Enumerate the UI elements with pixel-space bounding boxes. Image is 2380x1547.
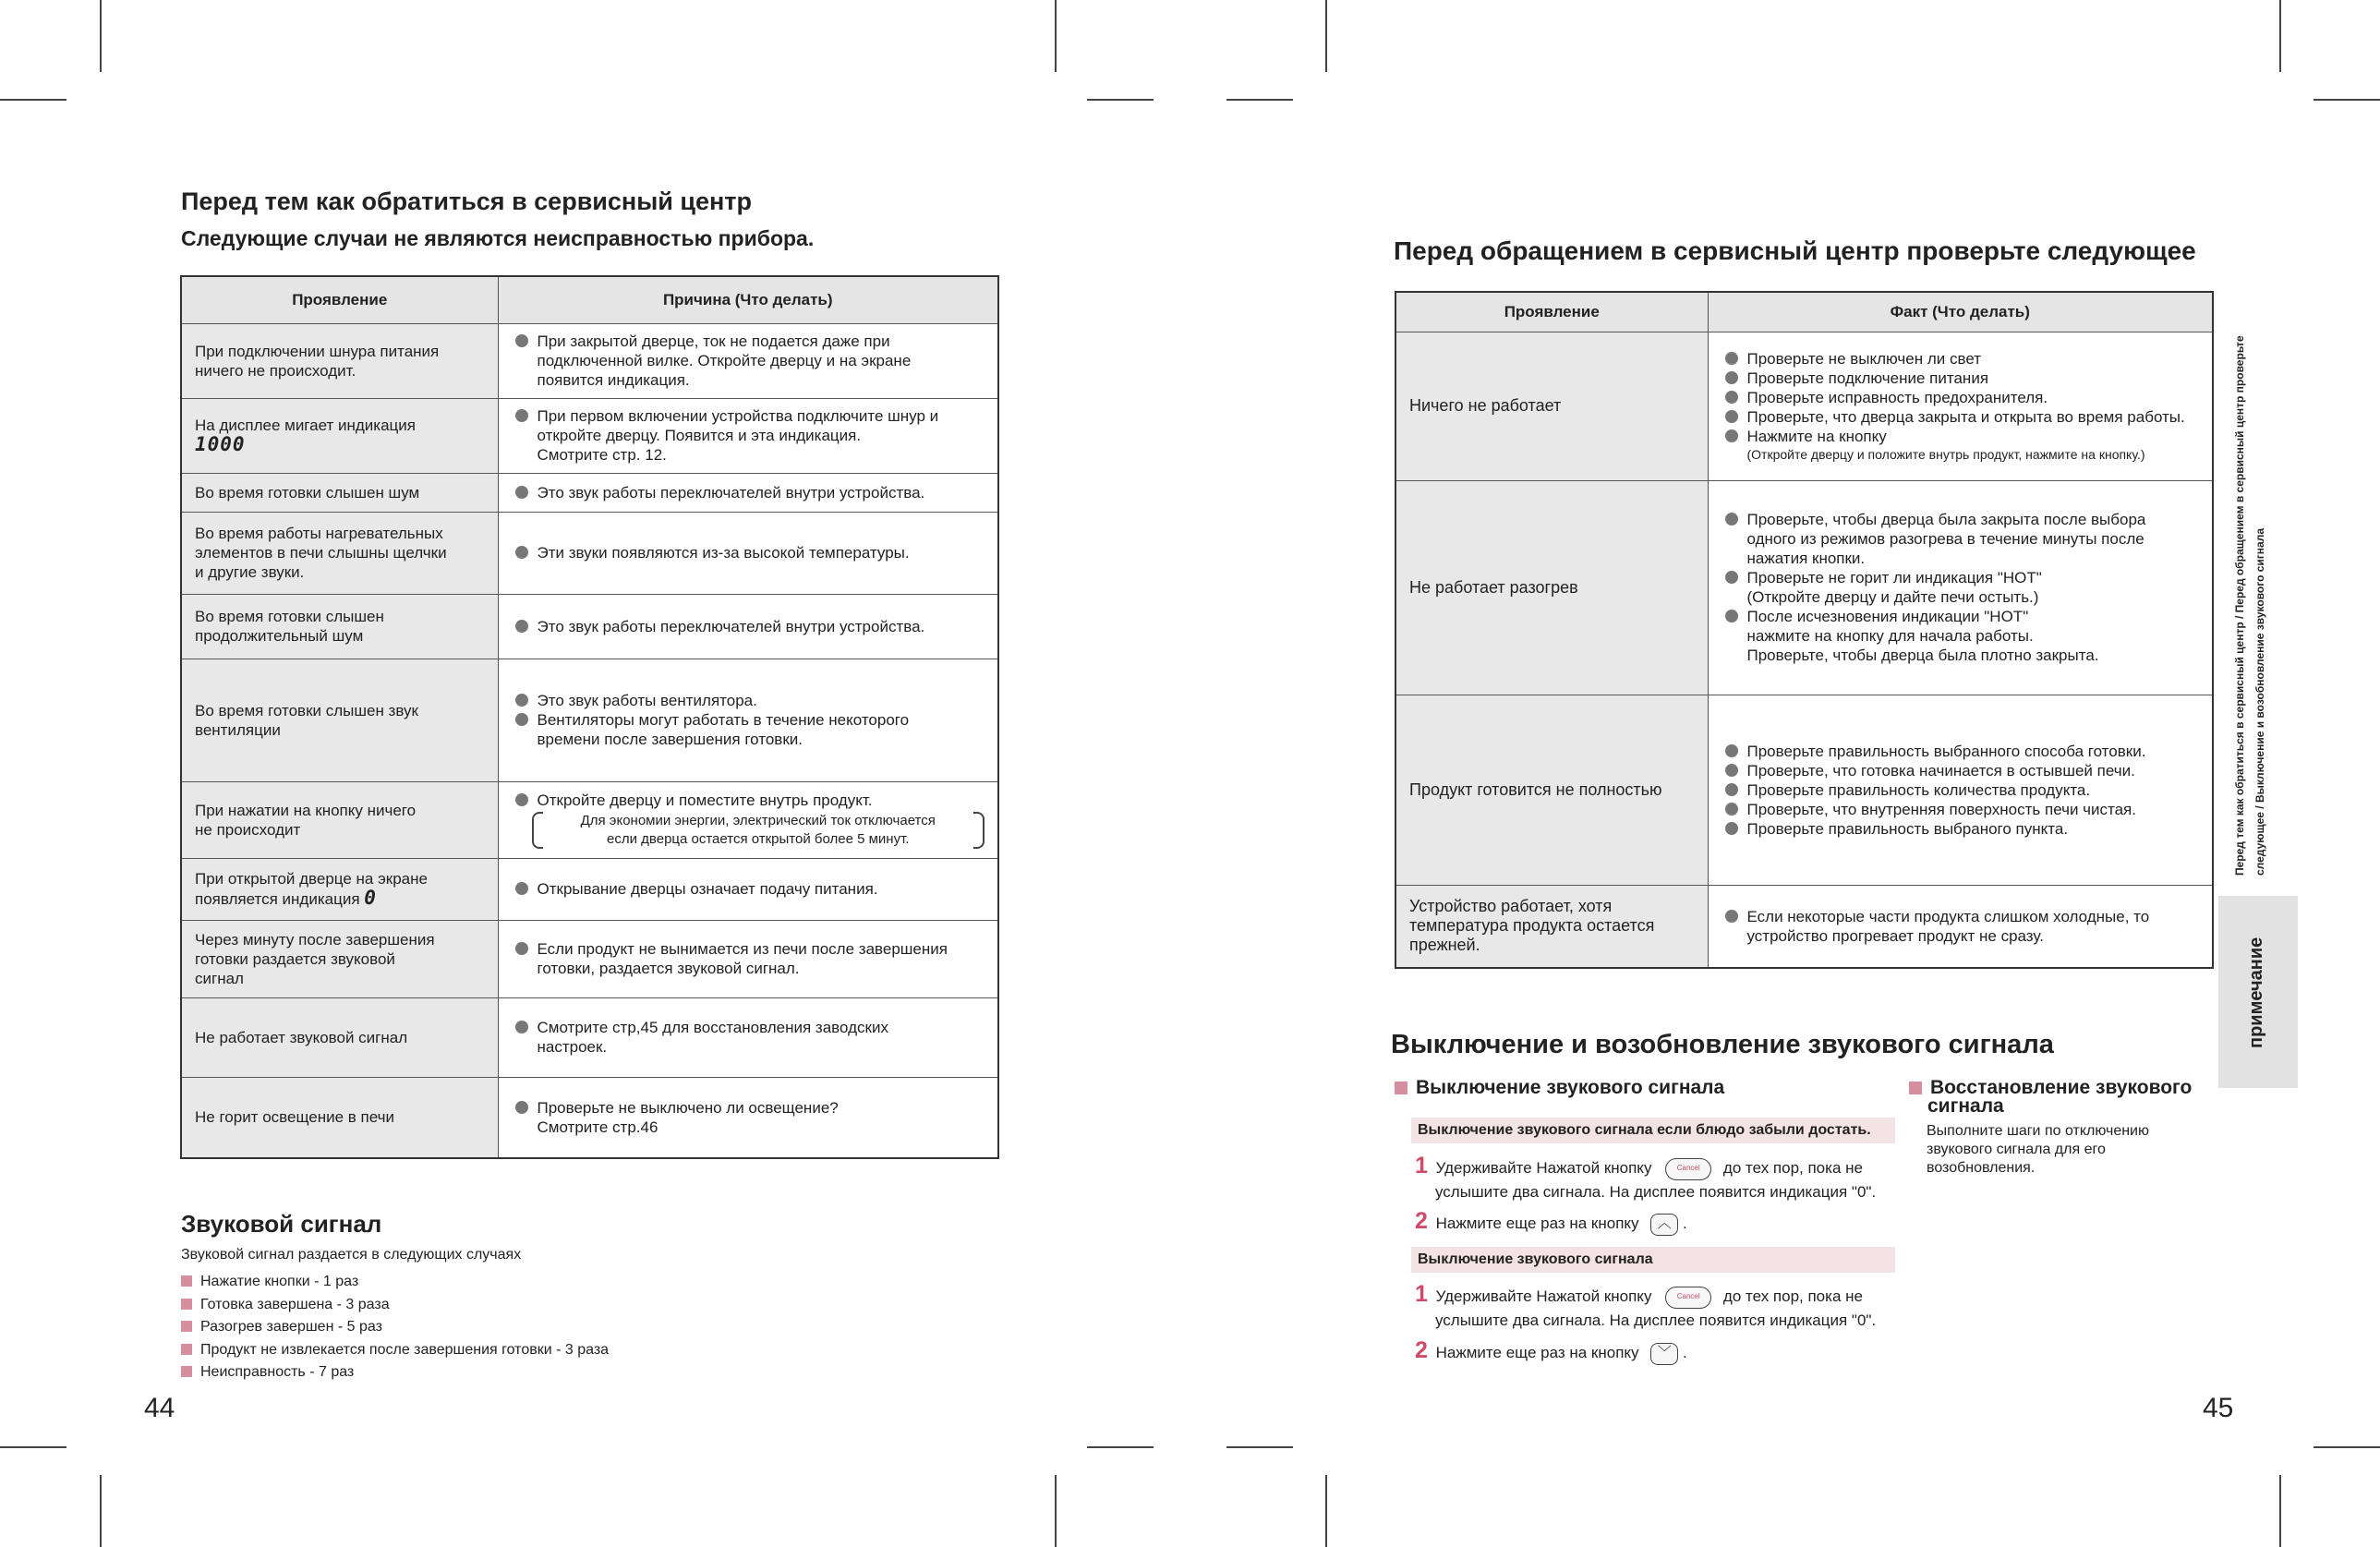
page-number: 45 [2203,1393,2234,1423]
bullet-item [1722,907,2200,946]
list-item [181,1361,609,1384]
step-number: 1 [1415,1281,1428,1307]
symptom-cell [181,594,498,659]
bullet-item [1722,349,2200,369]
page-number: 44 [144,1393,175,1423]
table-row [181,1077,998,1158]
bullet-item [1722,607,2200,665]
bullet-icon [1725,822,1738,835]
bullet-icon [515,620,528,633]
bullet-icon [1725,352,1738,365]
symptom-text: Не работает звуковой сигнал [195,1028,408,1046]
cause-cell [1708,885,2213,968]
display-indicator: 0 [364,887,377,909]
bullet-item [1722,388,2200,407]
bullet-item [1722,742,2200,761]
pink-square-icon [181,1366,192,1377]
step-1-cont: услышите два сигнала. На дисплее появится индикация "0". [1435,1183,1877,1201]
pink-square-icon [181,1344,192,1355]
column-header: Проявление [181,276,498,323]
bullet-item [512,1098,985,1137]
crop-mark [0,1446,66,1448]
symptom-text: При подключении шнура питания ничего не происходит. [195,342,440,380]
symptom-text: Во время готовки слышен звук вентиляции [195,701,418,739]
cause-cell [498,512,998,594]
beep-section-title: Выключение и возобновление звукового сигнала [1391,1030,2054,1059]
pink-square-icon [181,1275,192,1287]
column-header: Причина (Что делать) [498,276,998,323]
crop-mark [100,0,102,72]
bullet-icon [1725,410,1738,423]
bullet-text: Проверьте не выключен ли свет [1746,349,1981,368]
display-indicator: 1000 [195,433,246,455]
pink-square-icon [181,1299,192,1310]
sound-section-intro: Звуковой сигнал раздается в следующих случаях [181,1247,522,1263]
beep-off-heading: Выключение звукового сигнала [1395,1077,1724,1099]
symptom-cell [1395,332,1708,480]
bullet-text: Смотрите стр,45 для восстановления заводских настроек. [537,1019,888,1056]
bullet-text: Проверьте правильность количества продукта. [1746,780,2091,799]
bullet-item [512,406,985,465]
table-header-row [1395,292,2213,332]
bullet-text: При закрытой дверце, ток не подается даже при подключенной вилке. Откройте дверцу и на экране появится индикация. [537,332,912,389]
bullet-item [1722,761,2200,780]
cause-cell [498,398,998,473]
bullet-item [512,710,985,749]
bullet-icon [515,694,528,707]
cause-cell [498,1077,998,1158]
pink-square-icon [1909,1082,1922,1094]
bullet-text: Открывание дверцы означает подачу питания. [537,880,878,898]
bullet-item [512,617,985,636]
cause-cell [1708,695,2213,885]
crop-mark [1055,1475,1057,1547]
bullet-text: Проверьте подключение питания [1746,369,1989,387]
bullet-item [512,332,985,390]
bullet-item [1722,369,2200,388]
side-running-head-1: Перед тем как обратиться в сервисный центр / Перед обращением в сервисный центр проверьте [2233,335,2246,876]
check-table [1395,291,2214,969]
symptom-text: Продукт готовится не полностью [1409,780,1662,799]
bullet-text: Если некоторые части продукта слишком холодные, то устройство прогревает продукт не сразу. [1746,907,2150,945]
bullet-item [512,939,985,978]
crop-mark [2314,1446,2380,1448]
bullet-text: Проверьте, что дверца закрыта и открыта во время работы. [1746,407,2185,426]
symptom-text: Во время готовки слышен шум [195,483,420,502]
left-page-title: Перед тем как обратиться в сервисный центр [181,187,753,215]
crop-mark [1226,99,1293,101]
list-item-text: Продукт не извлекается после завершения готовки - 3 раза [200,1341,610,1358]
column-header: Проявление [1395,292,1708,332]
symptom-text: Во время готовки слышен продолжительный шум [195,608,384,645]
bullet-text: Это звук работы переключателей внутри устройства. [537,617,925,635]
symptom-text: Устройство работает, хотя температура продукта остается прежней. [1409,897,1655,955]
bullet-icon [1725,910,1738,923]
cancel-key-icon: Cancel [1665,1158,1711,1180]
bullet-icon [1725,744,1738,757]
symptom-text: Через минуту после завершения готовки раздается звуковой сигнал [195,930,435,987]
cause-cell [1708,332,2213,480]
symptom-text: Ничего не работает [1409,396,1562,415]
bullet-item [512,879,985,899]
bullet-icon [1725,371,1738,384]
side-tab-label: примечание [2246,937,2266,1048]
bullet-text: Нажмите на кнопку [1746,427,1887,445]
table-row [1395,480,2213,695]
crop-mark [1087,99,1154,101]
beep-off-bar: Выключение звукового сигнала [1411,1247,1895,1273]
table-row [1395,695,2213,885]
symptom-cell [1395,695,1708,885]
bullet-text: Эти звуки появляются из-за высокой температуры. [537,544,910,562]
bullet-icon [1725,783,1738,796]
symptom-text: Не работает разогрев [1409,577,1578,597]
bullet-item [1722,819,2200,839]
bullet-text: Проверьте правильность выбранного способа готовки. [1746,742,2146,760]
bullet-text: Проверьте не выключено ли освещение? Смотрите стр.46 [537,1098,839,1136]
sound-section-title: Звуковой сигнал [181,1210,382,1238]
right-page-title: Перед обращением в сервисный центр проверьте следующее [1394,236,2196,265]
bullet-icon [515,713,528,726]
bullet-icon [1725,571,1738,584]
bullet-item [512,791,985,810]
bullet-text: После исчезновения индикации "HOT" нажмите на кнопку для начала работы. Проверьте, чтобы дверца была плотно закрыта. [1746,608,2099,664]
list-item-text: Готовка завершена - 3 раза [200,1296,390,1312]
list-item [181,1339,609,1362]
table-row [181,659,998,781]
table-row [181,781,998,858]
bullet-text: Проверьте исправность предохранителя. [1746,388,2048,406]
symptom-cell [181,473,498,512]
side-running-head-2: следующее / Выключение и возобновление звукового сигнала [2253,527,2266,876]
bullet-item [1722,427,2200,446]
step-1-cont: услышите два сигнала. На дисплее появится индикация "0". [1435,1311,1877,1329]
symptom-text: При открытой дверце на экране появляется индикация 0 [195,870,428,909]
cancel-key-icon: Cancel [1665,1287,1711,1309]
symptom-cell [1395,480,1708,695]
table-row [181,398,998,473]
table-row [181,920,998,997]
troubleshooting-table [180,275,999,1159]
bullet-icon [1725,610,1738,622]
bullet-text: Проверьте, чтобы дверца была закрыта после выбора одного из режимов разогрева в течение минуты после нажатия кнопки. [1746,511,2146,567]
down-arrow-key-icon: ﹀ [1650,1343,1678,1365]
bullet-text: Это звук работы переключателей внутри устройства. [537,483,925,502]
list-item-text: Разогрев завершен - 5 раз [200,1319,382,1335]
bullet-text: Откройте дверцу и поместите внутрь продукт. [537,792,873,809]
cause-cell [498,659,998,781]
list-item-text: Неисправность - 7 раз [200,1364,355,1380]
bullet-item [1722,510,2200,568]
bullet-icon [1725,391,1738,404]
crop-mark [1055,0,1057,72]
step-2: 2 Нажмите еще раз на кнопку ﹀ . [1415,1337,1687,1363]
symptom-cell [181,997,498,1077]
bullet-icon [515,882,528,895]
bullet-icon [1725,513,1738,526]
bullet-icon [515,334,528,347]
bullet-text: Проверьте, что готовка начинается в остывшей печи. [1746,761,2135,780]
bullet-item [512,1018,985,1057]
bullet-icon [515,546,528,559]
energy-note: Для экономии энергии, электрический ток отключается если дверца остается открытой более 5 минут. [532,812,985,849]
cause-cell [498,594,998,659]
bullet-text: При первом включении устройства подключите шнур и откройте дверцу. Появится и эта индикация. Смотрите стр. 12. [537,407,939,464]
symptom-cell [181,398,498,473]
symptom-cell [181,659,498,781]
symptom-text: Не горит освещение в печи [195,1108,394,1127]
bullet-item [1722,407,2200,427]
step-number: 1 [1415,1153,1428,1178]
table-row [181,997,998,1077]
cause-cell [1708,480,2213,695]
list-item [181,1316,609,1339]
sound-list [181,1271,609,1384]
crop-mark [2314,99,2380,101]
crop-mark [0,99,66,101]
crop-mark [1325,1475,1327,1547]
symptom-cell [181,781,498,858]
symptom-text: При нажатии на кнопку ничего не происходит [195,801,417,839]
beep-off-bar-forgotten: Выключение звукового сигнала если блюдо забыли достать. [1411,1118,1895,1143]
symptom-cell [181,858,498,920]
pink-square-icon [1395,1082,1407,1094]
cause-cell [498,781,998,858]
crop-mark [100,1475,102,1547]
pink-square-icon [181,1321,192,1332]
symptom-cell [1395,885,1708,968]
crop-mark [2279,1475,2281,1547]
bullet-icon [515,486,528,499]
bullet-item [512,691,985,710]
bullet-text: Это звук работы вентилятора. [537,692,757,709]
step-number: 2 [1415,1208,1428,1234]
bullet-item [1722,780,2200,800]
symptom-text: На дисплее мигает индикация 1000 [195,417,416,455]
crop-mark [1226,1446,1293,1448]
bullet-icon [515,1101,528,1114]
up-arrow-key-icon: ︿ [1650,1214,1678,1236]
column-header: Факт (Что делать) [1708,292,2213,332]
symptom-cell [181,920,498,997]
symptom-cell [181,512,498,594]
bullet-text: Проверьте, что внутренняя поверхность печи чистая. [1746,800,2136,818]
left-page-subtitle: Следующие случаи не являются неисправностью прибора. [181,226,815,250]
bullet-item [512,543,985,562]
table-row [181,594,998,659]
cause-cell [498,920,998,997]
step-number: 2 [1415,1337,1428,1363]
action-note: (Откройте дверцу и положите внутрь продукт, нажмите на кнопку.) [1746,446,2145,462]
symptom-cell [181,1077,498,1158]
bullet-icon [515,409,528,422]
cause-cell [498,858,998,920]
table-row [1395,332,2213,480]
table-row [181,858,998,920]
step-1: 1 Удерживайте Нажатой кнопку Cancel до тех пор, пока не [1415,1153,1863,1178]
beep-on-text: Выполните шаги по отключению звукового сигнала для его возобновления. [1927,1123,2149,1176]
list-item [181,1271,609,1294]
crop-mark [1325,0,1327,72]
symptom-text: Во время работы нагревательных элементов в печи слышны щелчки и другие звуки. [195,525,447,581]
bullet-item [1722,800,2200,819]
table-header-row [181,276,998,323]
cause-cell [498,473,998,512]
bullet-text: Проверьте правильность выбраного пункта. [1746,819,2069,838]
bullet-icon [1725,764,1738,777]
step-1: 1 Удерживайте Нажатой кнопку Cancel до тех пор, пока не [1415,1281,1863,1307]
symptom-cell [181,323,498,398]
bullet-icon [515,1021,528,1033]
table-row [181,512,998,594]
table-row [1395,885,2213,968]
bullet-item [512,483,985,502]
crop-mark [2279,0,2281,72]
beep-on-heading: Восстановление звукового сигнала [1909,1079,2192,1116]
cause-cell [498,997,998,1077]
table-row [181,473,998,512]
bullet-icon [515,793,528,806]
crop-mark [1087,1446,1154,1448]
bullet-icon [1725,803,1738,816]
bullet-text: Вентиляторы могут работать в течение некоторого времени после завершения готовки. [537,711,910,748]
bullet-icon [515,942,528,955]
cause-cell [498,323,998,398]
bullet-item [1722,568,2200,607]
bullet-text: Если продукт не вынимается из печи после завершения готовки, раздается звуковой сигнал. [537,940,948,977]
step-2: 2 Нажмите еще раз на кнопку ︿ . [1415,1208,1687,1234]
bullet-icon [1725,429,1738,442]
bullet-text: Проверьте не горит ли индикация "HOT" (Откройте дверцу и дайте печи остыть.) [1746,569,2042,606]
table-row [181,323,998,398]
list-item-text: Нажатие кнопки - 1 раз [200,1274,359,1289]
list-item [181,1294,609,1317]
